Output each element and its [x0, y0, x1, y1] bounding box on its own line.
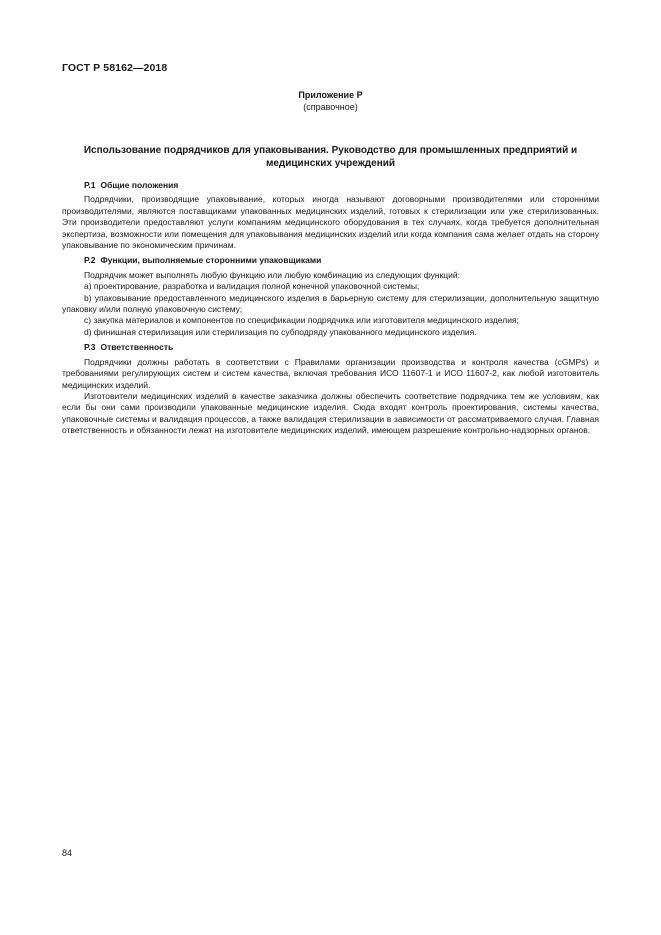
list-item: d) финишная стерилизация или стерилизация по субподряду упакованного медицинского изделия.	[84, 326, 477, 337]
paragraph: Подрядчик может выполнять любую функцию или любую комбинацию из следующих функций:	[84, 269, 461, 280]
section-1	[62, 180, 599, 251]
paragraph: Изготовители медицинских изделий в качестве заказчика должны обеспечить соответствие подрядчика тем же условиям, как если бы они сами производили упакованные медицинские изделия. Сюда входят контроль проектирования, системы качества, упаковочные системы и валидация процессов, а также валидация стерилизации в зависимости от рассматриваемого случая. Главная ответственность и обязанности лежат на изготовителе медицинских изделий, имеющем разрешение контрольно-надзорных органов.	[62, 390, 599, 436]
section-heading	[62, 342, 599, 353]
document-title: Использование подрядчиков для упаковывания. Руководство для промышленных предприятий и медицинских учреждений	[83, 145, 578, 169]
standard-header: ГОСТ Р 58162—2018	[62, 62, 168, 74]
section-title: Ответственность	[100, 342, 174, 353]
section-title: Общие положения	[100, 180, 179, 190]
appendix-heading	[62, 89, 599, 113]
section-heading	[62, 255, 599, 266]
section-number: Р.3	[84, 342, 96, 353]
section-3	[62, 342, 599, 436]
section-title: Функции, выполняемые сторонними упаковщиками	[100, 255, 322, 266]
section-2	[62, 255, 599, 338]
document-body	[62, 180, 599, 441]
section-number: Р.1	[84, 180, 96, 190]
section-number: Р.2	[84, 255, 96, 266]
appendix-subtitle: (справочное)	[303, 102, 358, 112]
paragraph: Подрядчики должны работать в соответствии с Правилами организации производства и контроля качества (cGMPs) и требованиями регулирующих систем и систем качества, включая требования ИСО 11607-1 и ИСО 11607-2, как любой изготовитель медицинских изделий.	[62, 356, 599, 390]
section-heading	[62, 180, 599, 191]
paragraph: Подрядчики, производящие упаковывание, которых иногда называют договорными производителями или сторонними производителями, являются поставщиками упакованных медицинских изделий, готовых к стерилизации или уже стерилизованных. Эти производители предоставляют услуги компаниям медицинского оборудования в тех случаях, когда требуется дополнительная экспертиза, возможности или помещения для упаковывания медицинских изделий или когда компания сама желает отдать на сторону упаковывание по экономическим причинам.	[62, 194, 599, 251]
appendix-title: Приложение Р	[298, 90, 363, 100]
list-item: а) проектирование, разработка и валидация полной конечной упаковочной системы;	[84, 281, 420, 292]
list-item: с) закупка материалов и компонентов по спецификации подрядчика или изготовителя медицинского изделия;	[84, 315, 519, 326]
page-number: 84	[62, 848, 73, 858]
list-item: b) упаковывание предоставленного медицинского изделия в барьерную систему для стерилизации, дополнительную защитную упаковку и/или полную упаковочную систему;	[62, 292, 599, 315]
